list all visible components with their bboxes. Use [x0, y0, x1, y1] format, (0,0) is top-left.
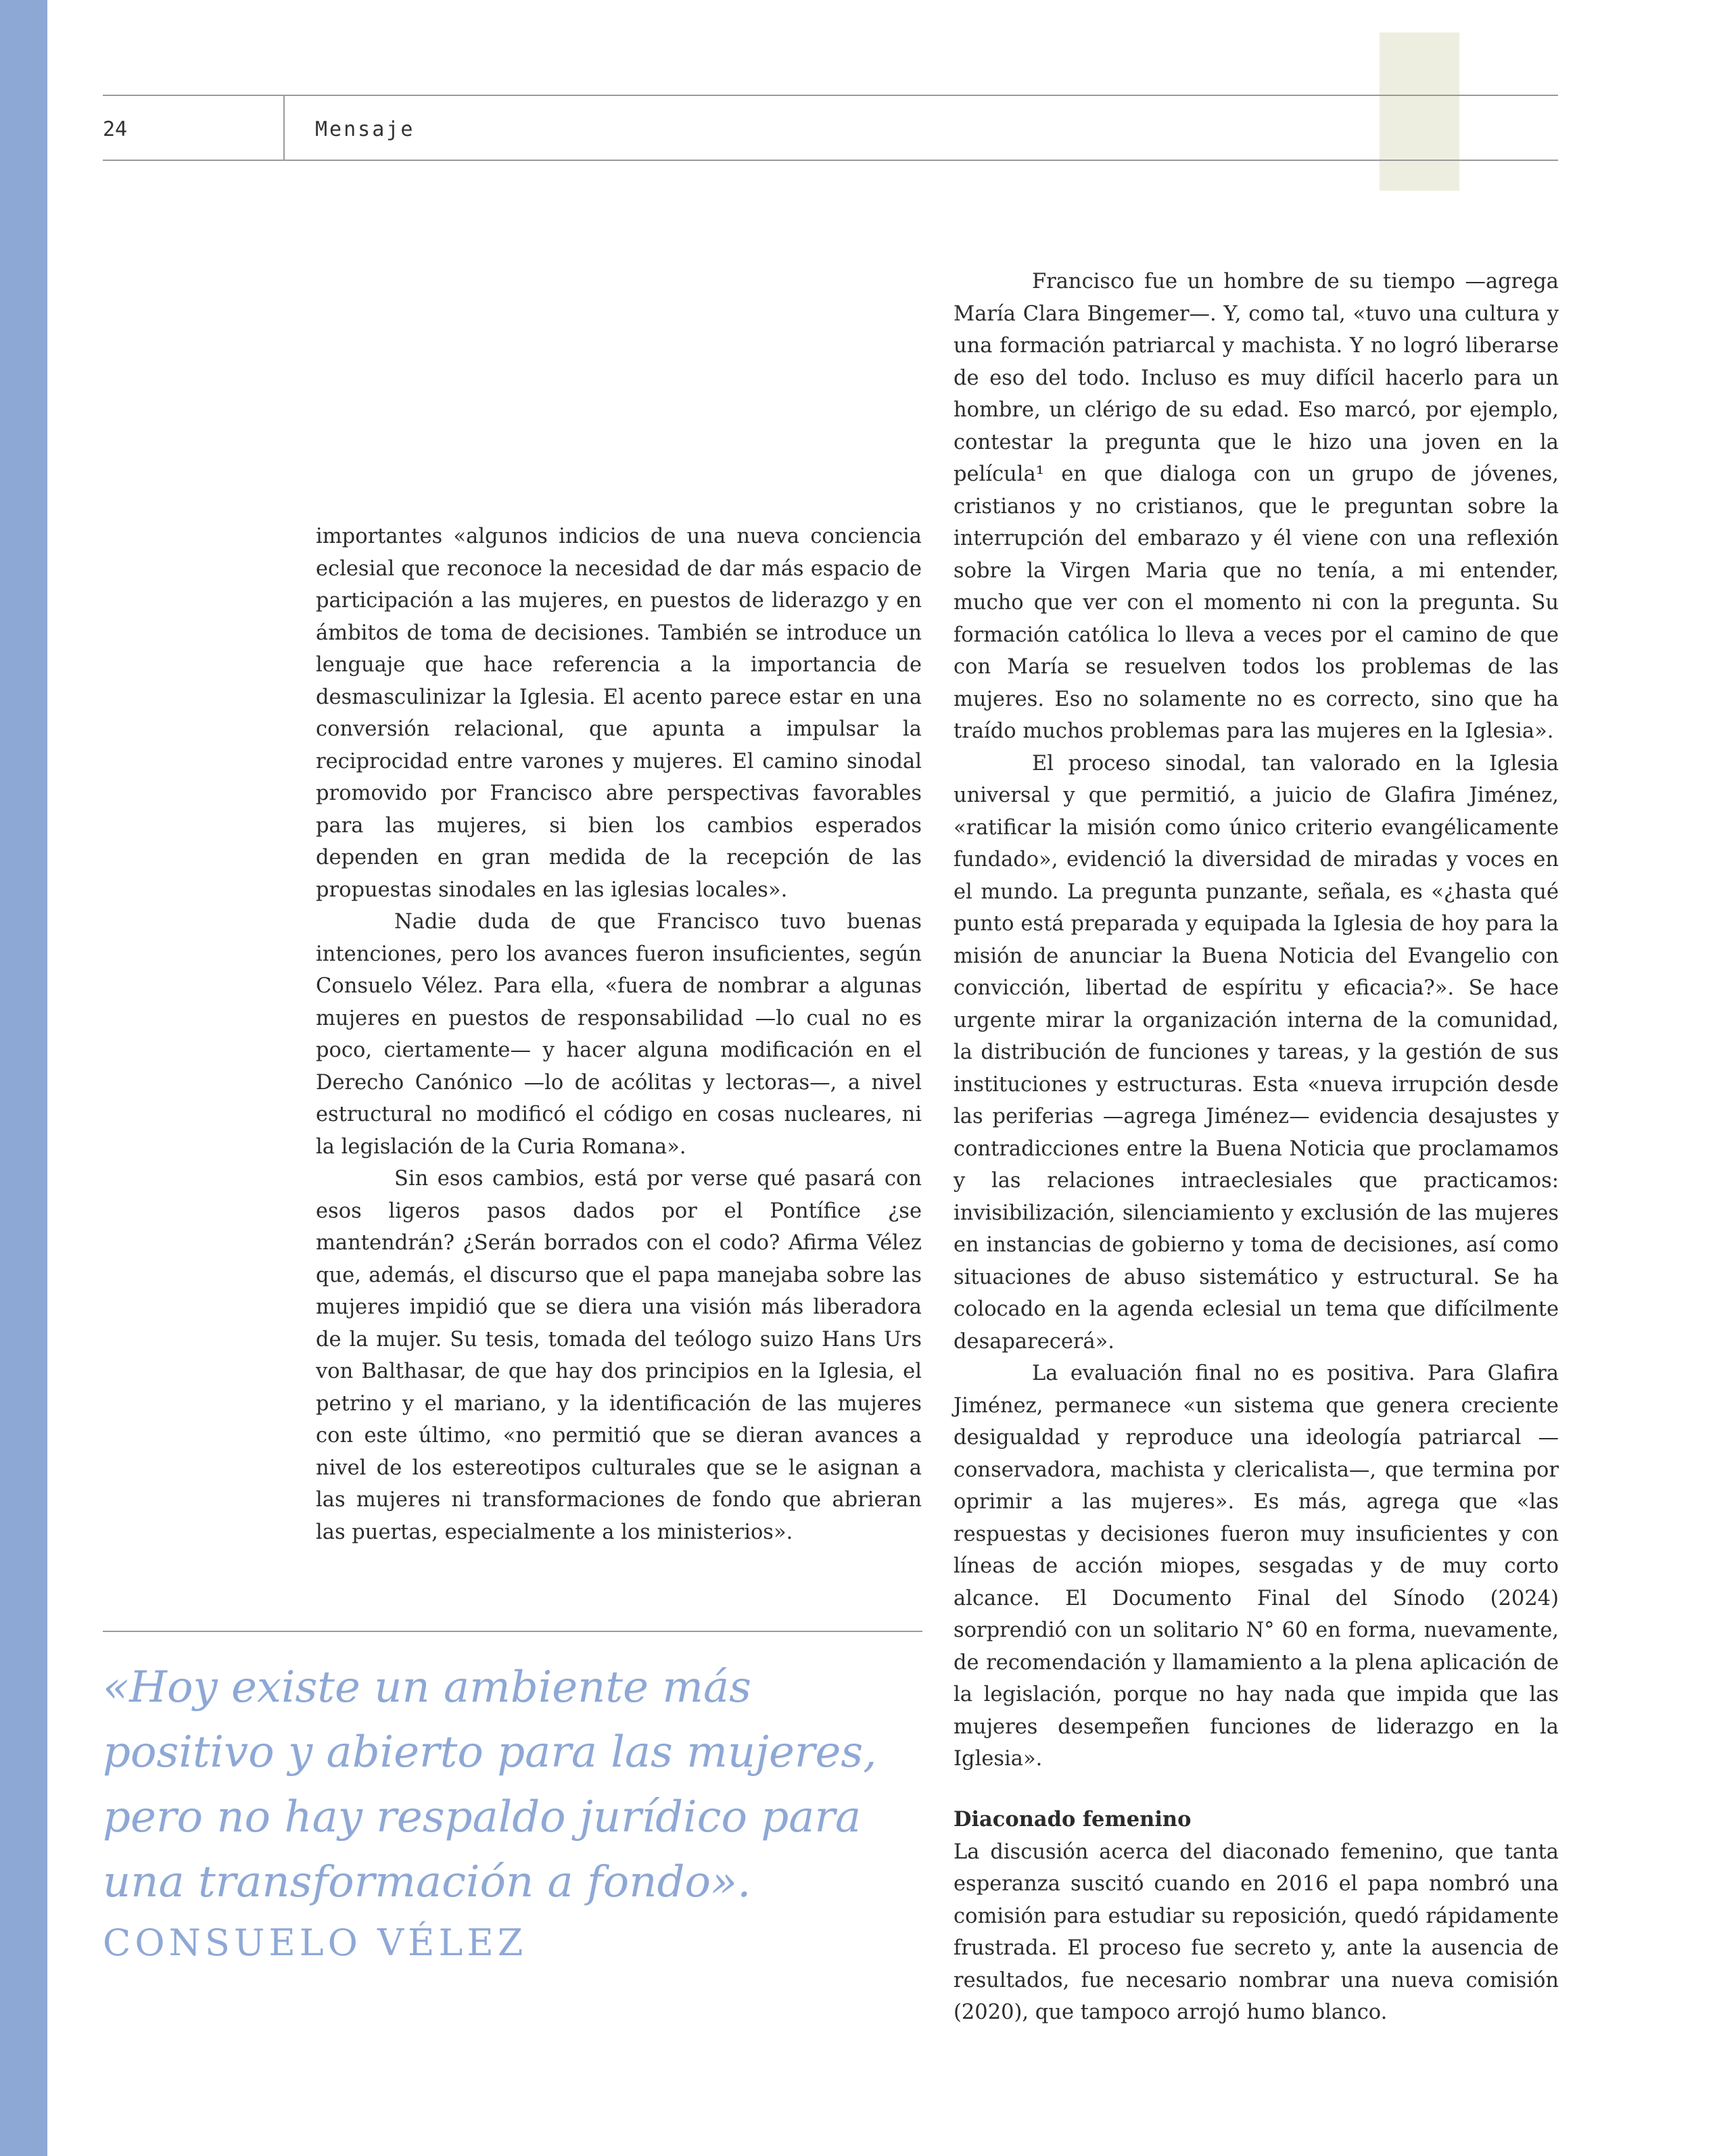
paragraph: Francisco fue un hombre de su tiempo —agrega María Clara Bingemer—. Y, como tal, «tuvo una cultura y una formación patriarcal y machista. Y no logró liberarse de eso del todo. Incluso es muy difícil hacerlo para un hombre, un clérigo de su edad. Eso marcó, por ejemplo, contestar la pregunta que le hizo una joven en la película¹ en que dialoga con un grupo de jóvenes, cristianos y no cristianos, que le preguntan sobre la interrupción del embarazo y él viene con una reflexión sobre la Virgen Maria que no tenía, a mi entender, mucho que ver con el momento ni con la pregunta. Su formación católica lo lleva a veces por el camino de que con María se resuelven todos los problemas de las mujeres. Eso no solamente no es correcto, sino que ha traído muchos problemas para las mujeres en la Iglesia».: [954, 270, 1559, 743]
header-divider: [283, 96, 285, 160]
pull-quote-author: CONSUELO VÉLEZ: [103, 1921, 527, 1964]
paragraph: La discusión acerca del diaconado femenino, que tanta esperanza suscitó cuando en 2016 el papa nombró una comisión para estudiar su reposición, quedó rápidamente frustrada. El proceso fue secreto y, ante la ausencia de resultados, fue necesario nombrar una nueva comisión (2020), que tampoco arrojó humo blanco.: [954, 1840, 1559, 2024]
subsection-heading: Diaconado femenino: [954, 1807, 1192, 1831]
paragraph: importantes «algunos indicios de una nueva conciencia eclesial que reconoce la necesidad de dar más espacio de participación a las mujeres, en puestos de liderazgo y en ámbitos de toma de decisiones. También se introduce un lenguaje que hace referencia a la importancia de desmasculinizar la Iglesia. El acento parece estar en una conversión relacional, que apunta a impulsar la reciprocidad entre varones y mujeres. El camino sinodal promovido por Francisco abre perspectivas favorables para las mujeres, si bien los cambios esperados dependen en gran medida de la recepción de las propuestas sinodales en las iglesias locales».: [316, 525, 922, 902]
header-rule-top: [103, 95, 1558, 96]
pull-quote: «Hoy existe un ambiente más positivo y abierto para las mujeres, pero no hay respaldo jurídico para una transformación a fondo».: [103, 1662, 877, 1907]
page-number: 24: [103, 118, 128, 141]
paragraph: La evaluación final no es positiva. Para Glafira Jiménez, permanece «un sistema que genera creciente desigualdad y reproduce una ideología patriarcal —conservadora, machista y clericalista—, que termina por oprimir a las mujeres». Es más, agrega que «las respuestas y decisiones fueron muy insuficientes y con líneas de acción miopes, sesgadas y de muy corto alcance. El Documento Final del Sínodo (2024) sorprendió con un solitario N° 60 en forma, nuevamente, de recomendación y llamamiento a la plena aplicación de la legislación, porque no hay nada que impida que las mujeres desempeñen funciones de liderazgo en la Iglesia».: [954, 1362, 1559, 1771]
section-name: Mensaje: [315, 118, 415, 141]
pull-quote-rule: [103, 1631, 922, 1632]
paragraph: Nadie duda de que Francisco tuvo buenas intenciones, pero los avances fueron insuficientes, según Consuelo Vélez. Para ella, «fuera de nombrar a algunas mujeres en puestos de responsabilidad —lo cual no es poco, ciertamente— y hacer alguna modificación en el Derecho Canónico —lo de acólitas y lectoras—, a nivel estructural no modificó el código en cosas nucleares, ni la legislación de la Curia Romana».: [316, 910, 922, 1159]
paragraph: El proceso sinodal, tan valorado en la Iglesia universal y que permitió, a juicio de Glafira Jiménez, «ratificar la misión como único criterio evangélicamente fundado», evidenció la diversidad de miradas y voces en el mundo. La pregunta punzante, señala, es «¿hasta qué punto está preparada y equipada la Iglesia de hoy para la misión de anunciar la Buena Noticia del Evangelio con convicción, libertad de espíritu y eficacia?». Se hace urgente mirar la organización interna de la comunidad, la distribución de funciones y tareas, y la gestión de sus instituciones y estructuras. Esta «nueva irrupción desde las periferias —agrega Jiménez— evidencia desajustes y contradicciones entre la Buena Noticia que proclamamos y las relaciones intraeclesiales que practicamos: invisibilización, silenciamiento y exclusión de las mujeres en instancias de gobierno y toma de decisiones, así como situaciones de abuso sistemático y estructural. Se ha colocado en la agenda eclesial un tema que difícilmente desaparecerá».: [954, 751, 1559, 1354]
header-rule-bottom: [103, 160, 1558, 161]
paragraph: Sin esos cambios, está por verse qué pasará con esos ligeros pasos dados por el Pontífice ¿se mantendrán? ¿Serán borrados con el codo? Afirma Vélez que, además, el discurso que el papa manejaba sobre las mujeres impidió que se diera una visión más liberadora de la mujer. Su tesis, tomada del teólogo suizo Hans Urs von Balthasar, de que hay dos principios en la Iglesia, el petrino y el mariano, y la identificación de las mujeres con este último, «no permitió que se dieran avances a nivel de los estereotipos culturales que se le asignan a las mujeres ni transformaciones de fondo que abrieran las puertas, especialmente a los ministerios».: [316, 1167, 922, 1544]
right-column: [954, 266, 1559, 1775]
page-tab-marker: [1380, 32, 1459, 191]
left-column: [316, 521, 922, 1548]
subsection: [954, 1804, 1559, 2029]
side-color-bar: [0, 0, 47, 2156]
